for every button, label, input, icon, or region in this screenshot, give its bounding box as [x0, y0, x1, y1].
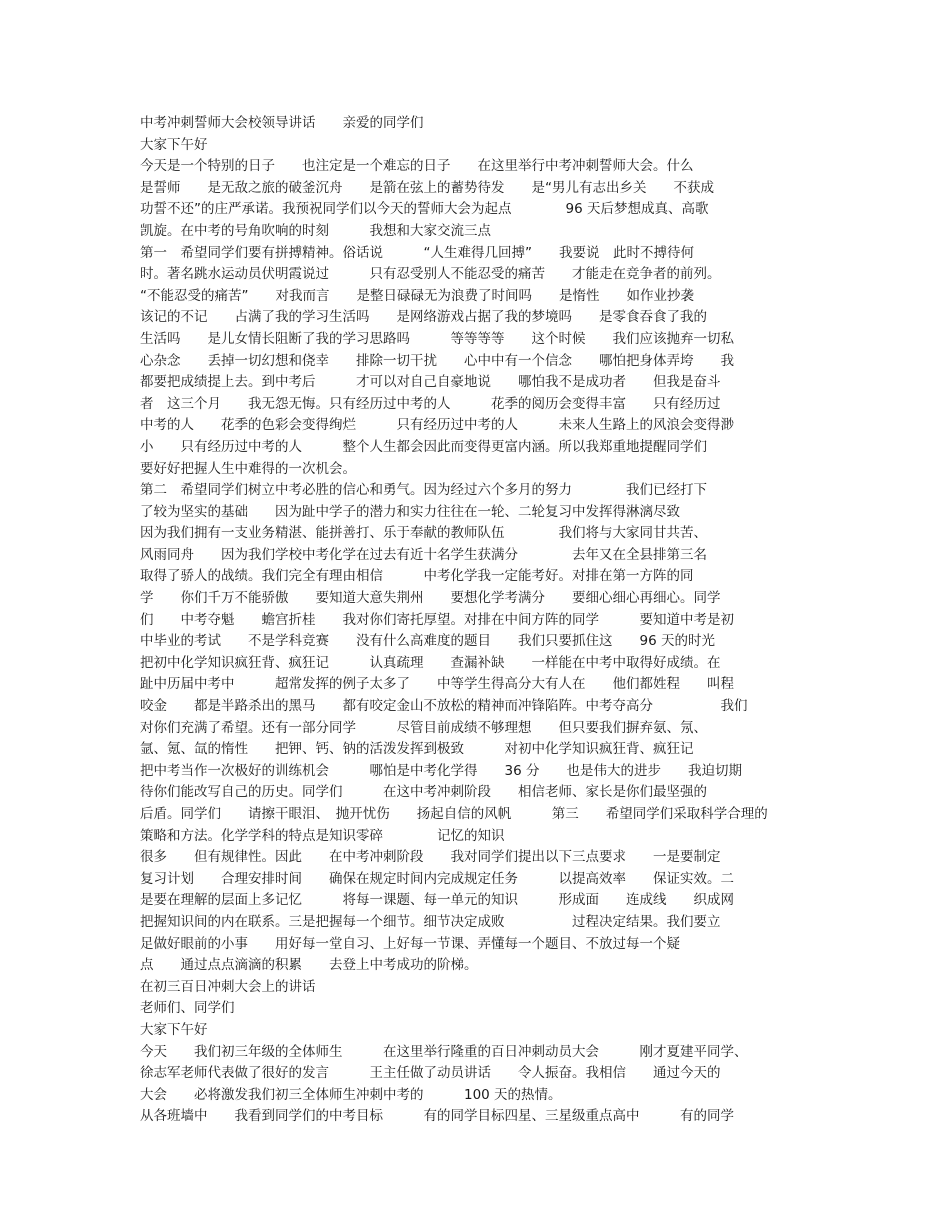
text-line: 风雨同舟 因为我们学校中考化学在过去有近十名学生获满分 去年又在全县排第三名: [140, 546, 707, 563]
text-line: 大家下午好: [140, 1021, 208, 1038]
text-line: 者 这三个月 我无怨无悔。只有经历过中考的人 花季的阅历会变得丰富 只有经历过: [140, 395, 721, 412]
text-line: 功誓不还”的庄严承诺。我预祝同学们以今天的誓师大会为起点 96 天后梦想成真、高歌: [140, 201, 709, 218]
text-line: 该记的不记 占满了我的学习生活吗 是网络游戏占据了我的梦境吗 是零食吞食了我的: [140, 309, 707, 326]
text-line: “不能忍受的痛苦” 对我而言 是整日碌碌无为浪费了时间吗 是惰性 如作业抄袭: [140, 287, 694, 304]
text-line: 生活吗 是儿女情长阻断了我的学习思路吗 等等等等 这个时候 我们应该抛弃一切私: [140, 330, 734, 347]
text-line: 待你们能改写自己的历史。同学们 在这中考冲刺阶段 相信老师、家长是你们最坚强的: [140, 784, 707, 801]
text-line: 徐志军老师代表做了很好的发言 王主任做了动员讲话 令人振奋。我相信 通过今天的: [140, 1065, 721, 1082]
text-line: 心杂念 丢掉一切幻想和侥幸 排除一切干扰 心中中有一个信念 哪怕把身体弄垮 我: [140, 352, 734, 369]
text-line: 是誓师 是无敌之旅的破釜沉舟 是箭在弦上的蓄势待发 是“男儿有志出乡关 不获成: [140, 179, 714, 196]
text-line: 小 只有经历过中考的人 整个人生都会因此而变得更富内涵。所以我郑重地提醒同学们: [140, 438, 707, 455]
text-line: 们 中考夺魁 蟾宫折桂 我对你们寄托厚望。对排在中间方阵的同学 要知道中考是初: [140, 611, 734, 628]
text-line: 把初中化学知识疯狂背、疯狂记 认真疏理 查漏补缺 一样能在中考中取得好成绩。在: [140, 654, 721, 671]
document-text-body: [140, 113, 800, 1128]
text-line: 今天是一个特别的日子 也注定是一个难忘的日子 在这里举行中考冲刺誓师大会。什么: [140, 158, 694, 175]
text-line: 第一 希望同学们要有拼搏精神。俗话说 “人生难得几回搏” 我要说 此时不搏待何: [140, 244, 694, 261]
text-line: 都要把成绩提上去。到中考后 才可以对自己自豪地说 哪怕我不是成功者 但我是奋斗: [140, 374, 721, 391]
text-line: 在初三百日冲刺大会上的讲话: [140, 978, 316, 995]
text-line: 足做好眼前的小事 用好每一堂自习、上好每一节课、弄懂每一个题目、不放过每一个疑: [140, 935, 680, 952]
text-line: 今天 我们初三年级的全体师生 在这里举行隆重的百日冲刺动员大会 刚才夏建平同学、: [140, 1043, 748, 1060]
text-line: 是要在理解的层面上多记忆 将每一课题、每一单元的知识 形成面 连成线 织成网: [140, 892, 734, 909]
text-line: 咬金 都是半路杀出的黑马 都有咬定金山不放松的精神而冲锋陷阵。中考夺高分 我们: [140, 698, 748, 715]
text-line: 因为我们拥有一支业务精湛、能拼善打、乐于奉献的教师队伍 我们将与大家同甘共苦、: [140, 525, 707, 542]
text-line: 中毕业的考试 不是学科竞赛 没有什么高难度的题目 我们只要抓住这 96 天的时光: [140, 633, 715, 650]
text-line: 氩、氪、氙的惰性 把钾、钙、钠的活泼发挥到极致 对初中化学知识疯狂背、疯狂记: [140, 741, 694, 758]
text-line: 策略和方法。化学学科的特点是知识零碎 记忆的知识: [140, 827, 505, 844]
text-line: 大家下午好: [140, 136, 208, 153]
text-line: 趾中历届中考中 超常发挥的例子太多了 中等学生得高分大有人在 他们都姓程 叫程: [140, 676, 734, 693]
text-line: 中考冲刺誓师大会校领导讲话 亲爱的同学们: [140, 115, 424, 131]
text-line: 取得了骄人的战绩。我们完全有理由相信 中考化学我一定能考好。对排在第一方阵的同: [140, 568, 694, 585]
text-line: 把中考当作一次极好的训练机会 哪怕是中考化学得 36 分 也是伟大的进步 我迫切期: [140, 762, 742, 779]
text-line: 要好好把握人生中难得的一次机会。: [140, 460, 356, 477]
text-line: 凯旋。在中考的号角吹响的时刻 我想和大家交流三点: [140, 222, 491, 239]
text-line: 点 通过点点滴滴的积累 去登上中考成功的阶梯。: [140, 957, 478, 974]
text-line: 时。著名跳水运动员伏明霞说过 只有忍受别人不能忍受的痛苦 才能走在竞争者的前列。: [140, 266, 721, 283]
text-line: 大会 必将激发我们初三全体师生冲刺中考的 100 天的热情。: [140, 1086, 562, 1103]
text-line: 第二 希望同学们树立中考必胜的信心和勇气。因为经过六个多月的努力 我们已经打下: [140, 482, 707, 499]
text-line: 老师们、同学们: [140, 1000, 235, 1017]
text-line: 把握知识间的内在联系。三是把握每一个细节。细节决定成败 过程决定结果。我们要立: [140, 913, 721, 930]
text-line: 很多 但有规律性。因此 在中考冲刺阶段 我对同学们提出以下三点要求 一是要制定: [140, 849, 721, 866]
text-line: 复习计划 合理安排时间 确保在规定时间内完成规定任务 以提高效率 保证实效。二: [140, 870, 734, 887]
text-line: 对你们充满了希望。还有一部分同学 尽管目前成绩不够理想 但只要我们摒弃氨、氖、: [140, 719, 707, 736]
text-line: 中考的人 花季的色彩会变得绚烂 只有经历过中考的人 未来人生路上的风浪会变得渺: [140, 417, 734, 434]
text-line: 了较为坚实的基础 因为趾中学子的潜力和实力往往在一轮、二轮复习中发挥得淋漓尽致: [140, 503, 680, 520]
text-line: 后盾。同学们 请擦干眼泪、 抛开忧伤 扬起自信的风帆 第三 希望同学们采取科学合理的: [140, 806, 768, 822]
text-line: 学 你们千万不能骄傲 要知道大意失荆州 要想化学考满分 要细心细心再细心。同学: [140, 590, 721, 607]
text-line: 从各班墙中 我看到同学们的中考目标 有的同学目标四星、三星级重点高中 有的同学: [140, 1108, 734, 1125]
